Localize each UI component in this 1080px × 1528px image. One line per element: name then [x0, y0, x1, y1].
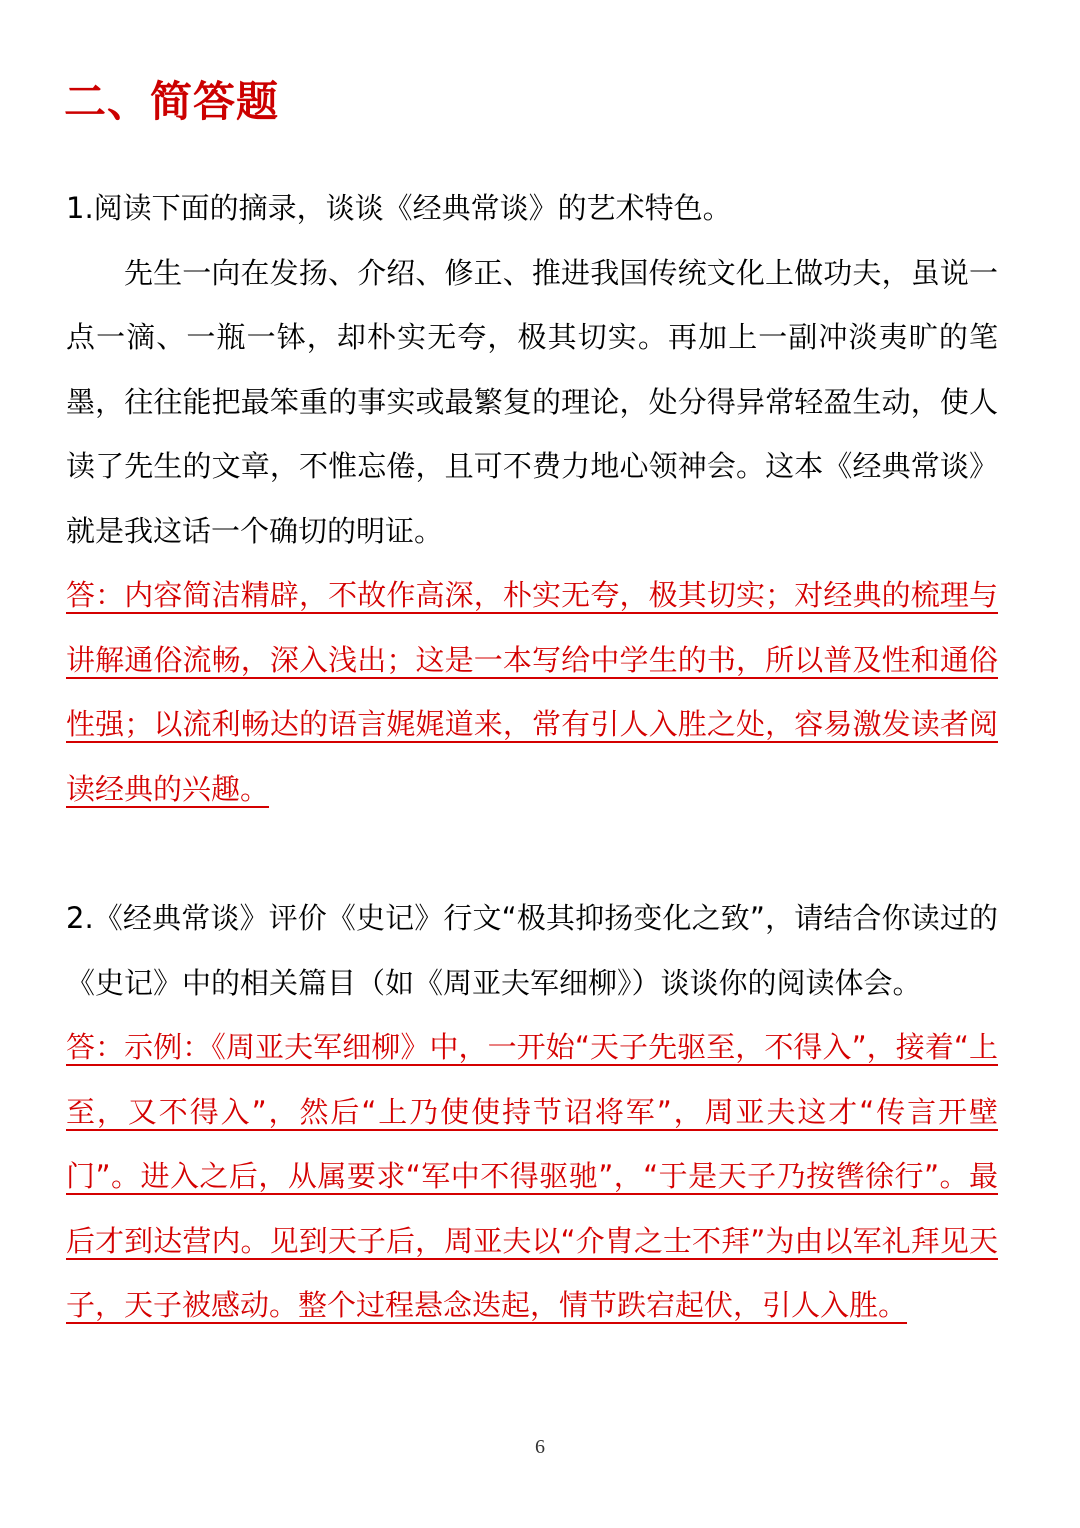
question-2-prompt: 2.《经典常谈》评价《史记》行文“极其抑扬变化之致”，请结合你读过的《史记》中的相关篇目（如《周亚夫军细柳》）谈谈你的阅读体会。	[66, 901, 998, 1000]
question-1-answer: 答：内容简洁精辟，不故作高深，朴实无夸，极其切实；对经典的梳理与讲解通俗流畅，深入浅出；这是一本写给中学生的书，所以普及性和通俗性强；以流利畅达的语言娓娓道来，常有引人入胜之处，容易激发读者阅读经典的兴趣。	[66, 578, 998, 806]
question-2-answer: 答：示例：《周亚夫军细柳》中，一开始“天子先驱至，不得入”，接着“上至，又不得入”，然后“上乃使使持节诏将军”，周亚夫这才“传言开壁门”。进入之后，从属要求“军中不得驱驰”，“于是天子乃按辔徐行”。最后才到达营内。见到天子后，周亚夫以“介胄之士不拜”为由以军礼拜见天子，天子被感动。整个过程悬念迭起，情节跌宕起伏，引人入胜。	[66, 1030, 998, 1322]
question-1-passage: 先生一向在发扬、介绍、修正、推进我国传统文化上做功夫，虽说一点一滴、一瓶一钵，却朴实无夸，极其切实。再加上一副冲淡夷旷的笔墨，往往能把最笨重的事实或最繁复的理论，处分得异常轻盈生动，使人读了先生的文章，不惟忘倦，且可不费力地心领神会。这本《经典常谈》就是我这话一个确切的明证。	[66, 255, 998, 548]
question-2	[66, 886, 998, 1338]
section-title: 二、简答题	[64, 77, 280, 126]
page-number: 6	[535, 1436, 545, 1458]
question-1	[66, 176, 998, 821]
question-1-prompt: 1.阅读下面的摘录，谈谈《经典常谈》的艺术特色。	[66, 191, 732, 225]
